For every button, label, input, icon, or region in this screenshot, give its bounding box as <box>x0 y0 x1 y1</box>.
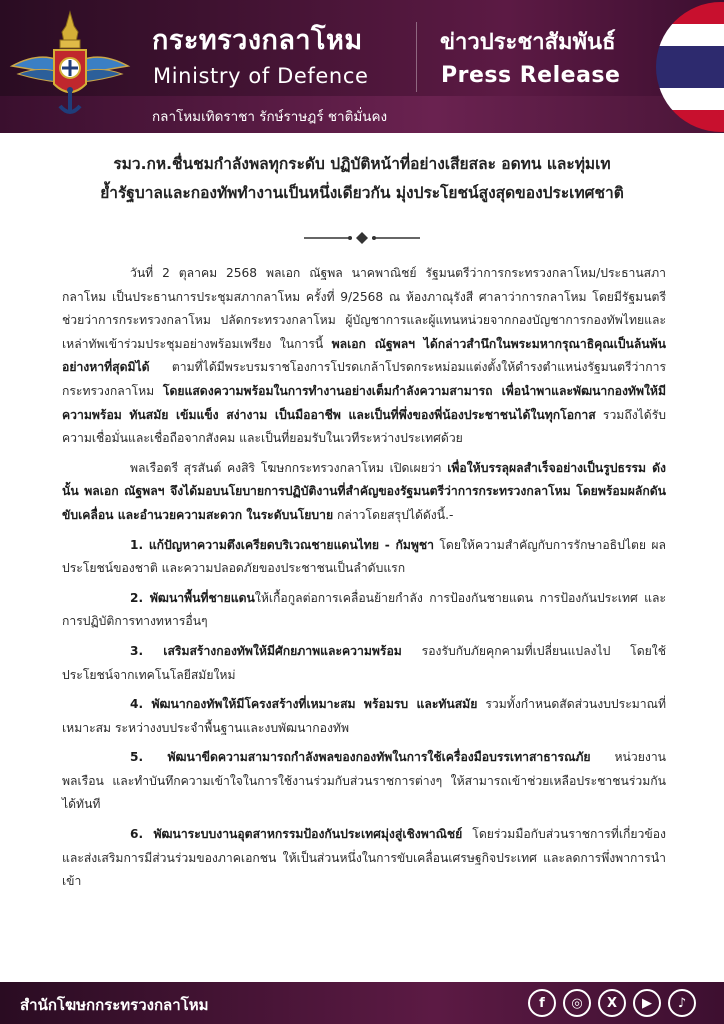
facebook-icon[interactable]: f <box>528 989 556 1017</box>
list-item: 4. พัฒนากองทัพให้มีโครงสร้างที่เหมาะสม พร้อมรบ และทันสมัย รวมทั้งกำหนดสัดส่วนงบประมาณที่เหมาะสม ระหว่างงบประจำพื้นฐานและงบพัฒนากองทัพ <box>62 697 666 735</box>
list-item: 2. พัฒนาพื้นที่ชายแดนให้เกื้อกูลต่อการเคลื่อนย้ายกำลัง การป้องกันชายแดน การป้องกันประเทศ และการปฏิบัติการทางทหารอื่นๆ <box>62 590 666 629</box>
header-divider <box>416 22 417 92</box>
list-item: 5. พัฒนาขีดความสามารถกำลังพลของกองทัพในการใช้เครื่องมือบรรเทาสาธารณภัย หน่วยงานพลเรือน และทำบันทึกความเข้าใจในการใช้งานร่วมกับส่วนราชการต่างๆ ให้สามารถเข้าช่วยเหลือประชาชนร่วมกันได้ทันที <box>62 750 666 812</box>
headline <box>40 150 684 208</box>
org-name-thai: กระทรวงกลาโหม <box>152 25 363 56</box>
list-item: 6. พัฒนาระบบงานอุตสาหกรรมป้องกันประเทศมุ่งสู่เชิงพาณิชย์ โดยร่วมมือกับส่วนราชการที่เกี่ยวข้องและส่งเสริมการมีส่วนร่วมของภาคเอกชน ให้เป็นส่วนหนึ่งในการขับเคลื่อนเศรษฐกิจประเทศ และลดการพึ่งพาการนำเข้า <box>62 827 666 889</box>
youtube-icon[interactable]: ▶ <box>633 989 661 1017</box>
press-release-thai: ข่าวประชาสัมพันธ์ <box>440 30 616 55</box>
paragraph-1: วันที่ 2 ตุลาคม 2568 พลเอก ณัฐพล นาคพาณิชย์ รัฐมนตรีว่าการกระทรวงกลาโหม/ประธานสภากลาโหม เป็นประธานการประชุมสภากลาโหม ครั้งที่ 9/2568 ณ ห้องภาณุรังสี ศาลาว่าการกลาโหม โดยมีรัฐมนตรีช่วยว่าการกระทรวงกลาโหม ปลัดกระทรวงกลาโหม ผู้บัญชาการและผู้แทนหน่วยจากกองบัญชาการกองทัพไทยและเหล่าทัพเข้าร่วมประชุมอย่างพร้อมเพรียง ในการนี้ พลเอก ณัฐพลฯ ได้กล่าวสำนึกในพระมหากรุณาธิคุณเป็นล้นพ้นอย่างหาที่สุดมิได้ ตามที่ได้มีพระบรมราชโองการโปรดเกล้าโปรดกระหม่อมแต่งตั้งให้ดำรงตำแหน่งรัฐมนตรีว่าการกระทรวงกลาโหม โดยแสดงความพร้อมในการทำงานอย่างเต็มกำลังความสามารถ เพื่อนำพาและพัฒนากองทัพให้มีความพร้อม ทันสมัย เข้มแข็ง สง่างาม เป็นมืออาชีพ และเป็นที่พึ่งของพี่น้องประชาชนได้ในทุกโอกาส รวมถึงได้รับความเชื่อมั่นและเชื่อถือจากสังคม และเป็นที่ยอมรับในเวทีระหว่างประเทศด้วย <box>62 266 667 446</box>
headline-line-2: ย้ำรัฐบาลและกองทัพทำงานเป็นหนึ่งเดียวกัน มุ่งประโยชน์สูงสุดของประเทศชาติ <box>100 184 624 202</box>
paragraph-2: พลเรือตรี สุรสันต์ คงสิริ โฆษกกระทรวงกลาโหม เปิดเผยว่า เพื่อให้บรรลุผลสำเร็จอย่างเป็นรูปธรรม ดังนั้น พลเอก ณัฐพลฯ จึงได้มอบนโยบายการปฏิบัติงานที่สำคัญของรัฐมนตรีว่าการกระทรวงกลาโหม โดยพร้อมผลักดัน ขับเคลื่อน และอำนวยความสะดวก ในระดับนโยบาย กล่าวโดยสรุปได้ดังนี้.- <box>62 460 666 522</box>
header-banner <box>0 0 724 133</box>
list-item: 1. แก้ปัญหาความตึงเครียดบริเวณชายแดนไทย - กัมพูชา โดยให้ความสำคัญกับการรักษาอธิปไตย ผลประโยชน์ของชาติ และความปลอดภัยของประชาชนเป็นลำดับแรก <box>62 537 666 576</box>
article-body <box>62 262 666 900</box>
motto: กลาโหมเทิดราชา รักษ์ราษฎร์ ชาติมั่นคง <box>152 109 388 125</box>
headline-line-1: รมว.กห.ชื่นชมกำลังพลทุกระดับ ปฏิบัติหน้าที่อย่างเสียสละ อดทน และทุ่มเท <box>113 155 611 173</box>
org-name-english: Ministry of Defence <box>153 64 369 88</box>
footer-bar <box>0 982 724 1024</box>
ornament-divider-icon <box>302 230 422 246</box>
instagram-icon[interactable]: ◎ <box>563 989 591 1017</box>
press-release-english: Press Release <box>441 63 621 88</box>
list-item: 3. เสริมสร้างกองทัพให้มีศักยภาพและความพร้อม รองรับกับภัยคุกคามที่เปลี่ยนแปลงไป โดยใช้ประโยชน์จากเทคโนโลยีสมัยใหม่ <box>62 643 666 682</box>
ministry-emblem-icon <box>8 8 132 126</box>
tiktok-icon[interactable]: ♪ <box>668 989 696 1017</box>
x-icon[interactable]: X <box>598 989 626 1017</box>
footer-org-text: สำนักโฆษกกระทรวงกลาโหม <box>20 996 209 1014</box>
